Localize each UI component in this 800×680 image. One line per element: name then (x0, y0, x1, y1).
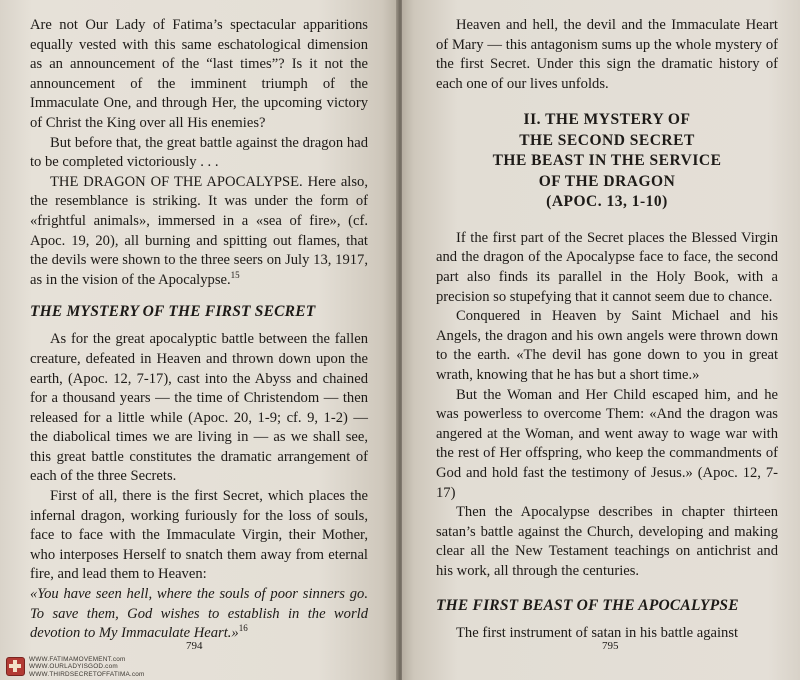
chapter-heading (436, 110, 778, 213)
page-number-left: 794 (186, 640, 203, 652)
right-paragraph-1: Heaven and hell, the devil and the Immaculate Heart of Mary — this antagonism sums up the whole mystery of the first Secret. Under this sign the dramatic history of each one of our lives unfolds. (436, 17, 778, 92)
watermark-url-3[interactable]: WWW.THIRDSECRETOFFATIMA.com (29, 670, 145, 678)
watermark-url-2[interactable]: WWW.OURLADYISGOD.com (29, 663, 118, 671)
watermark-urls (29, 656, 145, 678)
heading-line-3: THE BEAST IN THE SERVICE (492, 152, 722, 170)
quote-text: «You have seen hell, where the souls of poor sinners go. To save them, God wishes to establish in the world devotion to My Immaculate Heart.» (30, 586, 368, 642)
right-page (402, 0, 800, 680)
section-title-first-beast: THE FIRST BEAST OF THE APOCALYPSE (436, 596, 739, 614)
right-paragraph-5: Then the Apocalypse describes in chapter thirteen satan’s battle against the Church, developing and making clear all the New Testament teachings on antichrist and his work, all through the centuries. (436, 504, 778, 579)
right-paragraph-4: But the Woman and Her Child escaped him, and he was powerless to overcome Them: «And the dragon was angered at the Woman, and went away to wage war with the rest of Her offspring, who keep the commandments of God and hold fast the testimony of Jesus.» (Apoc. 12, 7-17) (436, 386, 778, 501)
quote-paragraph (30, 585, 368, 644)
heading-line-2: THE SECOND SECRET (519, 131, 695, 149)
left-paragraph-3 (30, 173, 368, 291)
left-paragraph-2: But before that, the great battle against the dragon had to be completed victoriously . . . (30, 134, 368, 171)
right-paragraph-3: Conquered in Heaven by Saint Michael and his Angels, the dragon and his own angels were thrown down to the earth. «The devil has gone down to you in great wrath, knowing that he has but a short time.» (436, 308, 778, 384)
watermark (6, 656, 145, 678)
footnote-marker-16: 16 (238, 623, 248, 634)
section-title-first-secret: THE MYSTERY OF THE FIRST SECRET (30, 303, 316, 321)
right-paragraph-6: The first instrument of satan in his battle against (456, 624, 739, 641)
watermark-url-1[interactable]: WWW.FATIMAMOVEMENT.com (29, 655, 126, 663)
left-paragraph-5: First of all, there is the first Secret, which places the infernal dragon, working furiously for the loss of souls, face to face with the Immaculate Virgin, their Mother, who interposes Herself to snatch them away from eternal fire, and lead them to Heaven: (30, 488, 368, 583)
left-paragraph-4: As for the great apocalyptic battle between the fallen creature, defeated in Heaven and thrown down upon the earth, (Apoc. 12, 7-17), cast into the Abyss and chained for a thousand years — the time of Christendom — then released for a little while (Apoc. 20, 1-9; cf. 9, 1-2) — the diabolical times we are living in — as we shall see, this great battle constitutes the dramatic arrangement of each of the three Secrets. (30, 331, 368, 485)
heading-line-5: (APOC. 13, 1-10) (546, 193, 668, 211)
cross-logo-icon (6, 657, 25, 676)
right-paragraph-2: If the first part of the Secret places the Blessed Virgin and the dragon of the Apocalypse face to face, the second part also finds its parallel in the Holy Book, with a precision so stupefying that it cannot seem due to chance. (436, 229, 778, 305)
heading-line-4: OF THE DRAGON (538, 172, 676, 190)
footnote-marker-15: 15 (230, 269, 240, 280)
heading-line-1: II. THE MYSTERY OF (523, 111, 691, 129)
left-page (0, 0, 398, 680)
page-number-right: 795 (602, 640, 619, 652)
left-paragraph-1: Are not Our Lady of Fatima’s spectacular apparitions equally vested with this same eschatological dimension as an announcement of the “last times”? Is it not the announcement of the imminent triumph of the Immaculate One, and through Her, the upcoming victory of Christ the King over all His enemies? (30, 17, 368, 131)
dragon-paragraph-text: THE DRAGON OF THE APOCALYPSE. Here also, the resemblance is striking. It was under the form of «frightful animals», immersed in a «sea of fire», (cf. Apoc. 19, 20), all burning and spitting out flames, that the devils were shown to the three seers on July 13, 1917, as in the vision of the Apocalypse. (30, 173, 368, 288)
